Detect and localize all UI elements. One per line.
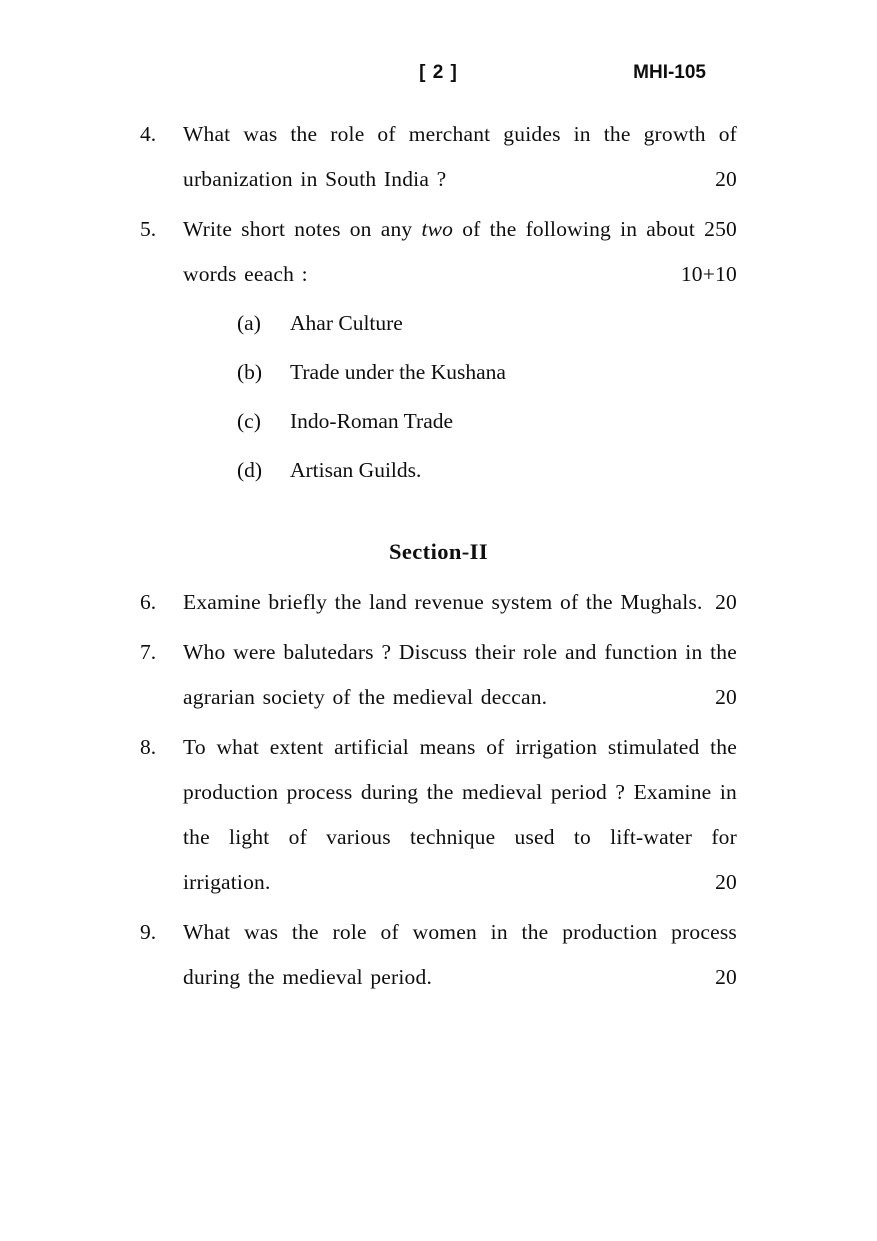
question-body xyxy=(183,630,737,720)
question-text-content: What was the role of women in the production process during the medieval period. xyxy=(183,920,737,989)
question-6 xyxy=(140,580,737,625)
question-text xyxy=(183,725,737,905)
question-number: 9. xyxy=(140,920,157,944)
question-marks: 20 xyxy=(715,590,737,614)
question-text-content: Examine briefly the land revenue system of the Mughals. xyxy=(183,590,703,614)
option-label: (b) xyxy=(237,360,263,384)
page-header xyxy=(0,0,877,90)
question-number: 8. xyxy=(140,735,157,759)
question-number: 7. xyxy=(140,640,157,664)
question-text-italic: two xyxy=(421,217,454,241)
question-text xyxy=(183,630,737,720)
option-c xyxy=(237,399,737,444)
question-text xyxy=(183,207,737,297)
question-marks: 20 xyxy=(715,167,737,191)
question-marks: 20 xyxy=(715,870,737,894)
question-number: 6. xyxy=(140,590,157,614)
question-number: 5. xyxy=(140,217,157,241)
question-text xyxy=(183,580,737,625)
question-list xyxy=(0,90,877,1000)
option-text: Artisan Guilds. xyxy=(290,458,422,482)
option-label: (a) xyxy=(237,311,261,335)
question-text-before: Write short notes on any xyxy=(183,217,422,241)
question-text-after: of the following in about 250 words eeach : xyxy=(183,217,737,286)
option-d xyxy=(237,448,737,493)
question-marks: 20 xyxy=(715,965,737,989)
option-b xyxy=(237,350,737,395)
option-text: Trade under the Kushana xyxy=(290,360,506,384)
question-4 xyxy=(140,112,737,202)
section-title: Section-II xyxy=(389,539,488,564)
question-7 xyxy=(140,630,737,720)
question-body xyxy=(183,112,737,202)
question-8 xyxy=(140,725,737,905)
option-label: (c) xyxy=(237,409,261,433)
question-body xyxy=(183,725,737,905)
question-marks: 10+10 xyxy=(680,262,737,286)
question-body xyxy=(183,207,737,497)
option-label: (d) xyxy=(237,458,263,482)
option-text: Indo-Roman Trade xyxy=(290,409,454,433)
question-text xyxy=(183,112,737,202)
question-body xyxy=(183,910,737,1000)
question-number: 4. xyxy=(140,122,157,146)
question-marks: 20 xyxy=(715,685,737,709)
question-9 xyxy=(140,910,737,1000)
question-options xyxy=(183,301,737,493)
page-number: [ 2 ] xyxy=(419,62,458,83)
question-text-content: To what extent artificial means of irrigation stimulated the production process during the medieval period ? Examine in the light of various technique used to lift-water for irrigation. xyxy=(183,735,737,894)
paper-code: MHI-105 xyxy=(633,62,706,83)
option-text: Ahar Culture xyxy=(290,311,403,335)
question-text-content: Who were balutedars ? Discuss their role and function in the agrarian society of the medieval deccan. xyxy=(183,640,737,709)
question-text xyxy=(183,910,737,1000)
option-a xyxy=(237,301,737,346)
question-5 xyxy=(140,207,737,497)
question-body xyxy=(183,580,737,625)
question-text-content: What was the role of merchant guides in the growth of urbanization in South India ? xyxy=(183,122,737,191)
